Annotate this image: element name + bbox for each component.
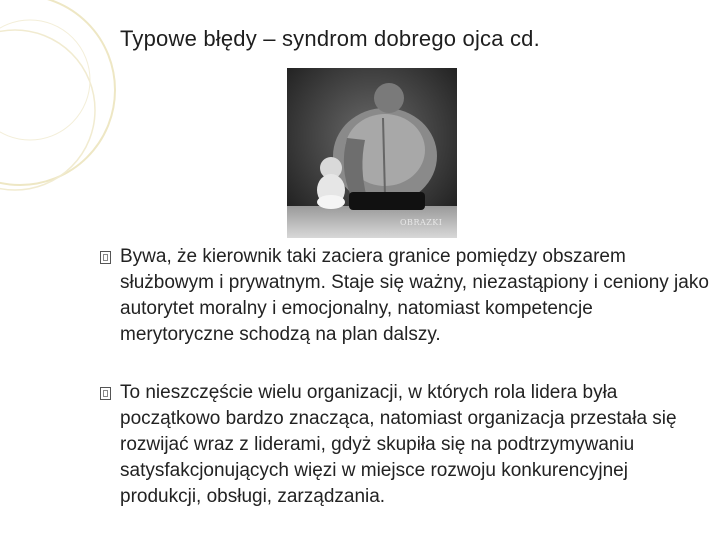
bullet-text: To nieszczęście wielu organizacji, w których rola lidera była początkowo bardzo znacząca, natomiast organizacja przestała się rozwijać wraz z liderami, gdyż skupiła się na podtrzymywaniu satysfakcjonujących więzi w miejsce rozwoju konkurencyjnej produkcji, obsługi, zarządzania. <box>120 382 677 507</box>
square-bullet-icon <box>100 387 111 400</box>
bullet-list <box>100 244 710 542</box>
bullet-item <box>100 244 710 348</box>
photo-watermark: OBRAZKI <box>400 218 443 227</box>
photo-illustration <box>287 68 457 238</box>
decorative-rings <box>0 0 130 260</box>
photo-father-and-baby <box>287 68 457 238</box>
bullet-text: Bywa, że kierownik taki zaciera granice pomiędzy obszarem służbowym i prywatnym. Staje się ważny, niezastąpiony i ceniony jako autorytet moralny i emocjonalny, natomiast kompetencje merytoryczne schodzą na plan dalszy. <box>120 246 709 345</box>
square-bullet-icon <box>100 251 111 264</box>
slide-title: Typowe błędy – syndrom dobrego ojca cd. <box>120 26 540 51</box>
bullet-item <box>100 380 710 510</box>
